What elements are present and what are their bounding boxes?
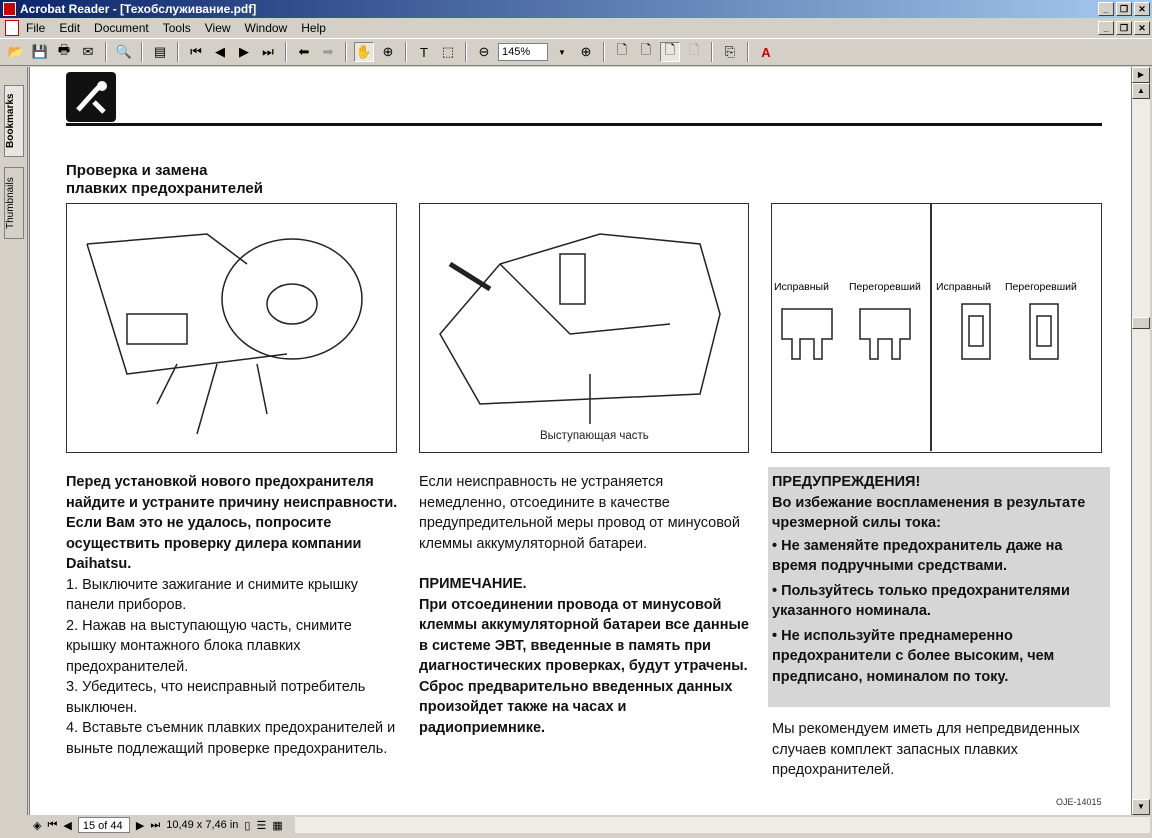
- hand-tool-icon[interactable]: ✋: [354, 42, 374, 62]
- tab-thumbnails[interactable]: Thumbnails: [4, 167, 24, 239]
- prev-page-icon[interactable]: ◀: [215, 44, 225, 59]
- text-select-icon[interactable]: T: [420, 44, 428, 60]
- zoom-dropdown-icon[interactable]: ▼: [558, 47, 566, 57]
- document-icon: [5, 20, 19, 36]
- step-2: 2. Нажав на выступающую часть, снимите крышку монтажного блока плавких предохранителей.: [66, 617, 352, 675]
- scroll-up-button[interactable]: ▲: [1132, 83, 1150, 99]
- zoom-in-icon[interactable]: ⊕: [580, 44, 592, 59]
- restore-button[interactable]: ❐: [1116, 2, 1132, 16]
- heading-line-2: плавких предохранителей: [66, 180, 263, 197]
- doc-close-button[interactable]: ✕: [1134, 21, 1150, 35]
- zoom-out-icon[interactable]: ⊖: [478, 44, 490, 59]
- section-heading: [66, 162, 263, 198]
- separator: [405, 42, 407, 62]
- last-page-icon[interactable]: ⏭: [262, 44, 274, 59]
- next-page-button[interactable]: ▶: [135, 819, 145, 832]
- column-1: [66, 472, 400, 759]
- column-2-text: Если неисправность не устраняется немедленно, отсоедините в качестве предупредительной меры провод от минусовой клеммы аккумуляторной батареи.: [419, 474, 740, 552]
- menu-help[interactable]: Help: [301, 21, 326, 35]
- go-back-icon[interactable]: ⬅: [298, 44, 310, 59]
- separator: [747, 42, 749, 62]
- warnings-title: ПРЕДУПРЕЖДЕНИЯ!: [772, 474, 921, 490]
- rotate-icon[interactable]: ⎘: [724, 44, 736, 59]
- continuous-icon[interactable]: ☰: [256, 819, 267, 832]
- close-button[interactable]: ✕: [1134, 2, 1150, 16]
- zoom-in-tool-icon[interactable]: ⊕: [382, 44, 394, 59]
- protruding-part-label: Выступающая часть: [540, 430, 649, 442]
- pdf-page: [30, 67, 1131, 815]
- zoom-input[interactable]: 145%: [498, 43, 548, 61]
- horizontal-scrollbar[interactable]: [295, 817, 1150, 833]
- step-4: 4. Вставьте съемник плавких предохранителей и выньте подлежащий проверке предохранитель.: [66, 720, 396, 757]
- fit-width-icon[interactable]: 🗋: [660, 42, 680, 62]
- vertical-scrollbar[interactable]: [1132, 67, 1150, 815]
- doc-restore-button[interactable]: ❐: [1116, 21, 1132, 35]
- window-title: Acrobat Reader - [Техобслуживание.pdf]: [20, 2, 257, 16]
- separator: [285, 42, 287, 62]
- graphics-select-icon[interactable]: ⬚: [441, 44, 455, 59]
- fit-visible-icon[interactable]: 🗋: [688, 42, 700, 57]
- first-page-button[interactable]: ⏮: [47, 818, 58, 831]
- tab-bookmarks[interactable]: Bookmarks: [4, 85, 24, 157]
- menu-edit[interactable]: Edit: [59, 21, 81, 35]
- fuse-comparison-illustration: [771, 203, 1102, 453]
- actual-size-icon[interactable]: 🗋: [616, 42, 628, 57]
- warnings-intro: Во избежание воспламенения в результате чрезмерной силы тока:: [772, 494, 1086, 531]
- separator: [105, 42, 107, 62]
- dashboard-illustration: [66, 203, 397, 453]
- document-area: [29, 67, 1132, 815]
- scroll-down-button[interactable]: ▼: [1132, 799, 1150, 815]
- separator: [177, 42, 179, 62]
- fit-page-icon[interactable]: 🗋: [640, 42, 652, 57]
- save-icon[interactable]: 💾: [31, 44, 49, 59]
- column-2: [419, 472, 749, 738]
- first-page-icon[interactable]: ⏮: [190, 44, 202, 59]
- header-rule: [66, 123, 1102, 126]
- separator: [711, 42, 713, 62]
- status-bar: [29, 815, 1150, 835]
- note-text-2: Сброс предварительно введенных данных произойдет также на часах и радиоприемнике.: [419, 678, 733, 736]
- scroll-thumb[interactable]: [1132, 317, 1150, 329]
- warning-item: • Не используйте преднамеренно предохранители с более высоким, чем предписано, номиналом по току.: [772, 627, 1055, 685]
- heading-line-1: Проверка и замена: [66, 162, 208, 179]
- separator: [465, 42, 467, 62]
- menu-window[interactable]: Window: [244, 21, 288, 35]
- note-title: ПРИМЕЧАНИЕ.: [419, 576, 527, 592]
- warnings-content: [772, 472, 1106, 687]
- fuse-label-blown: Перегоревший: [849, 281, 921, 293]
- title-bar: [0, 0, 1152, 18]
- split-handle-icon[interactable]: ◈: [33, 819, 42, 832]
- minimize-button[interactable]: _: [1098, 2, 1114, 16]
- menu-bar: [0, 18, 1152, 38]
- scroll-next-page-button[interactable]: ▶: [1132, 67, 1150, 83]
- step-1: 1. Выключите зажигание и снимите крышку панели приборов.: [66, 576, 359, 613]
- next-page-icon[interactable]: ▶: [239, 44, 249, 59]
- menu-view[interactable]: View: [204, 21, 231, 35]
- continuous-facing-icon[interactable]: ▦: [272, 819, 283, 832]
- separator: [345, 42, 347, 62]
- fuse-label-good: Исправный: [774, 281, 829, 293]
- separator: [141, 42, 143, 62]
- step-3: 3. Убедитесь, что неисправный потребитель выключен.: [66, 679, 366, 716]
- warning-item: • Не заменяйте предохранитель даже на время подручными средствами.: [772, 537, 1063, 574]
- last-page-button[interactable]: ⏭: [150, 818, 161, 831]
- go-forward-icon[interactable]: ➡: [322, 44, 334, 59]
- doc-minimize-button[interactable]: _: [1098, 21, 1114, 35]
- column-1-warning: Перед установкой нового предохранителя найдите и устраните причину неисправности. Если Вам это не удалось, попросите осуществить проверку дилера компании Daihatsu.: [66, 474, 398, 572]
- adobe-logo-icon[interactable]: A: [761, 44, 771, 60]
- page-number-field[interactable]: 15 of 44: [78, 817, 130, 833]
- navigation-pane-icon[interactable]: ▤: [153, 44, 167, 59]
- page-code: OJE-14015: [1056, 797, 1102, 807]
- maintenance-icon: [66, 72, 116, 122]
- prev-page-button[interactable]: ◀: [63, 819, 72, 832]
- find-icon[interactable]: 🔍: [115, 44, 133, 59]
- page-size: 10,49 x 7,46 in: [166, 819, 239, 831]
- fuse-label-good-2: Исправный: [936, 281, 991, 293]
- acrobat-icon: [3, 2, 16, 16]
- fuse-label-blown-2: Перегоревший: [1005, 281, 1077, 293]
- single-page-icon[interactable]: ▯: [244, 819, 251, 832]
- print-icon[interactable]: 🖶: [57, 42, 71, 57]
- menu-tools[interactable]: Tools: [162, 21, 191, 35]
- menu-document[interactable]: Document: [94, 21, 149, 35]
- warning-item: • Пользуйтесь только предохранителями указанного номинала.: [772, 582, 1070, 619]
- separator: [603, 42, 605, 62]
- navigation-tabs: [0, 67, 28, 815]
- open-icon[interactable]: 📂: [7, 44, 25, 59]
- column-3-text: Мы рекомендуем иметь для непредвиденных случаев комплект запасных плавких предохранителей.: [772, 721, 1080, 778]
- toolbar: [0, 38, 1152, 66]
- fuse-box-illustration: [419, 203, 749, 453]
- email-icon[interactable]: ✉: [82, 44, 94, 59]
- menu-file[interactable]: File: [26, 21, 46, 35]
- note-text-1: При отсоединении провода от минусовой клеммы аккумуляторной батареи все данные в системе ЭВТ, введенные в память при диагностических проверках, будут утрачены.: [419, 596, 749, 674]
